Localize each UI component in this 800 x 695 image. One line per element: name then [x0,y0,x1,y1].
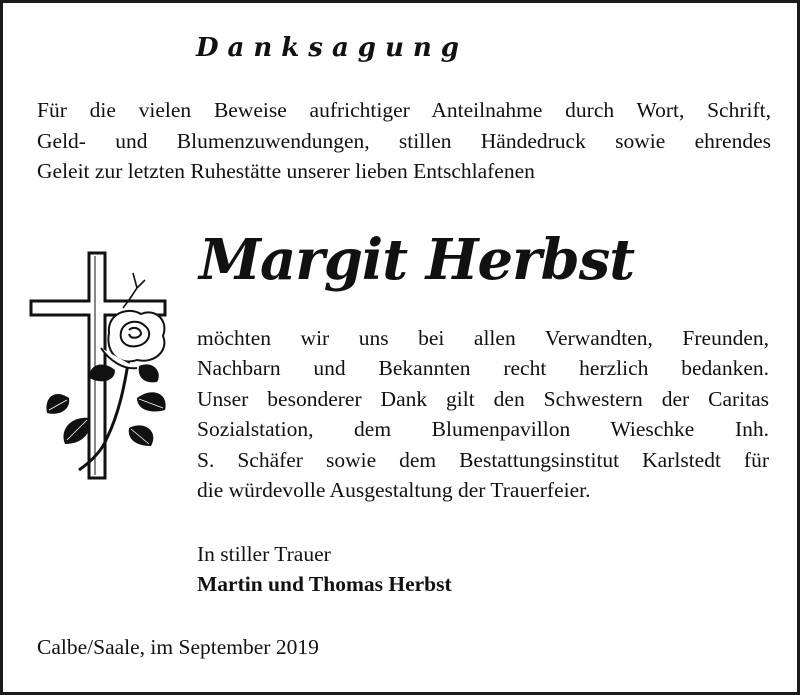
thanks-line: Unser besonderer Dank gilt den Schwestern der Caritas [197,386,769,411]
intro-line: Geleit zur letzten Ruhestätte unserer lieben Entschlafenen [37,159,535,183]
thanks-line: möchten wir uns bei allen Verwandten, Freunden, [197,326,769,350]
thanks-line: Nachbarn und Bekannten recht herzlich bedanken. [197,356,769,381]
intro-line: Geld- und Blumenzuwendungen, stillen Händedruck sowie ehrendes [37,128,771,153]
intro-line: Für die vielen Beweise aufrichtiger Anteilnahme durch Wort, Schrift, [37,98,771,122]
thanks-paragraph [197,323,769,505]
mourning-line: In stiller Trauer [197,542,331,566]
deceased-name: Margit Herbst [199,227,635,293]
notice-heading: Danksagung [196,33,468,63]
signers: Martin und Thomas Herbst [197,572,452,596]
mourning-block [197,539,452,599]
thanks-line: die würdevolle Ausgestaltung der Trauerfeier. [197,478,591,503]
intro-paragraph [37,95,771,187]
thanks-line: Sozialstation, dem Blumenpavillon Wieschke Inh. [197,417,769,442]
thanks-line: S. Schäfer sowie dem Bestattungsinstitut Karlstedt für [197,447,769,472]
place-date: Calbe/Saale, im September 2019 [37,635,319,659]
cross-with-rose-icon [29,248,179,498]
